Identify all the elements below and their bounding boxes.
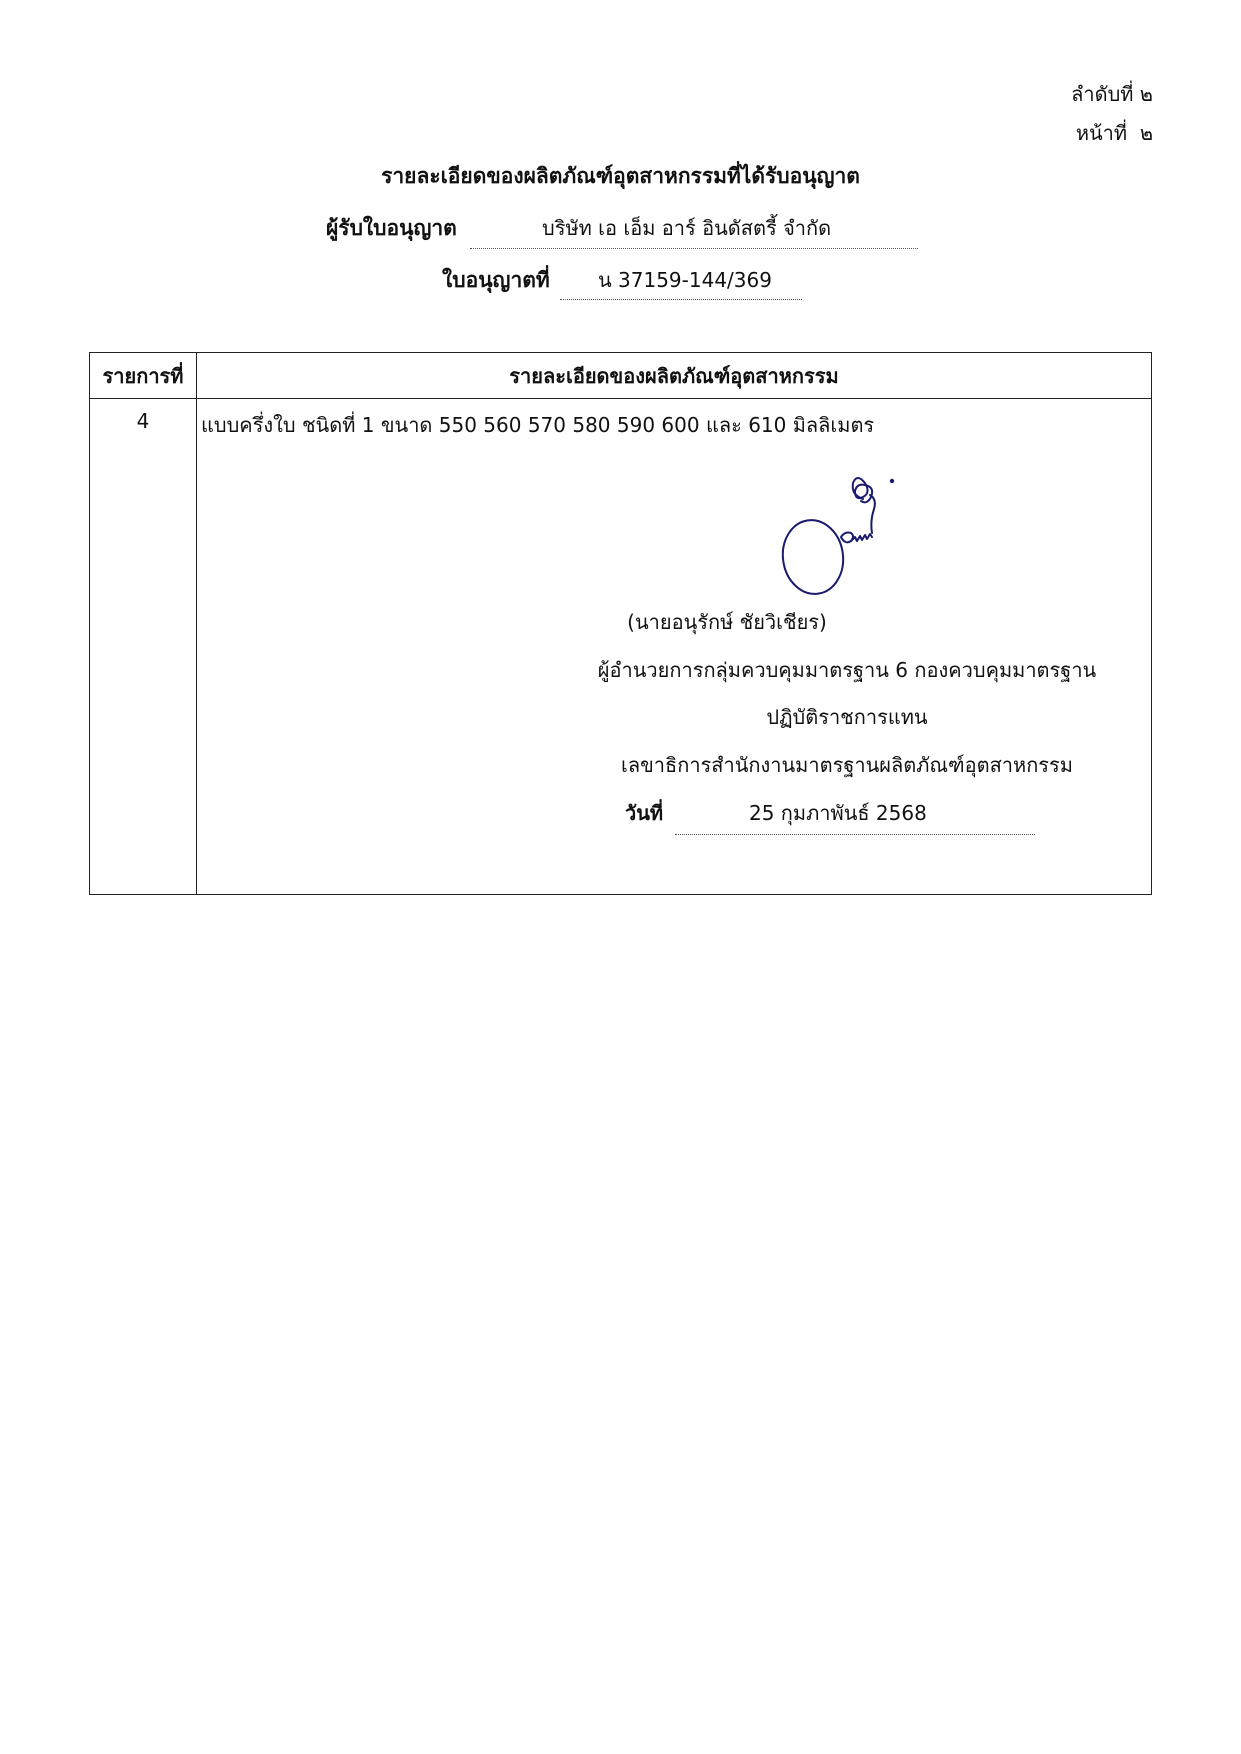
licensee-label: ผู้รับใบอนุญาต xyxy=(326,216,457,240)
signatory-acting-note: ปฏิบัติราชการแทน xyxy=(766,705,928,729)
signatory-name: (นายอนุรักษ์ ชัยวิเชียร) xyxy=(627,610,827,634)
document-title: รายละเอียดของผลิตภัณฑ์อุตสาหกรรมที่ได้รับอนุญาต xyxy=(381,164,860,188)
column-header-details: รายละเอียดของผลิตภัณฑ์อุตสาหกรรม xyxy=(197,353,1152,399)
table-row xyxy=(90,399,1152,895)
table-header-row xyxy=(90,353,1152,399)
order-number: ลำดับที่ ๒ xyxy=(1071,82,1153,106)
license-number-value: น 37159-144/369 xyxy=(598,268,772,292)
page-number-value: ๒ xyxy=(1139,121,1153,145)
date-label: วันที่ xyxy=(625,801,664,825)
date-dotted-line xyxy=(675,834,1035,835)
page-number-label: หน้าที่ xyxy=(1075,121,1128,145)
license-number-dotted-line xyxy=(560,299,802,300)
column-header-item-no: รายการที่ xyxy=(90,353,197,399)
item-detail-text: แบบครึ่งใบ ชนิดที่ 1 ขนาด 550 560 570 580 590 600 และ 610 มิลลิเมตร xyxy=(201,413,875,437)
page-number xyxy=(1076,117,1153,149)
signatory-position: ผู้อำนวยการกลุ่มควบคุมมาตรฐาน 6 กองควบคุมมาตรฐาน xyxy=(597,658,1097,682)
licensee-dotted-line xyxy=(470,248,918,249)
licensee-value: บริษัท เอ เอ็ม อาร์ อินดัสตรี้ จำกัด xyxy=(542,216,832,240)
item-number-cell: 4 xyxy=(90,399,197,895)
signatory-office: เลขาธิการสำนักงานมาตรฐานผลิตภัณฑ์อุตสาหกรรม xyxy=(621,753,1073,777)
license-number-label: ใบอนุญาตที่ xyxy=(442,268,550,292)
product-details-table xyxy=(89,352,1152,895)
handwritten-signature xyxy=(767,459,907,599)
date-value: 25 กุมภาพันธ์ 2568 xyxy=(749,801,927,825)
item-detail-cell xyxy=(197,399,1152,895)
signature-block xyxy=(197,399,1151,894)
